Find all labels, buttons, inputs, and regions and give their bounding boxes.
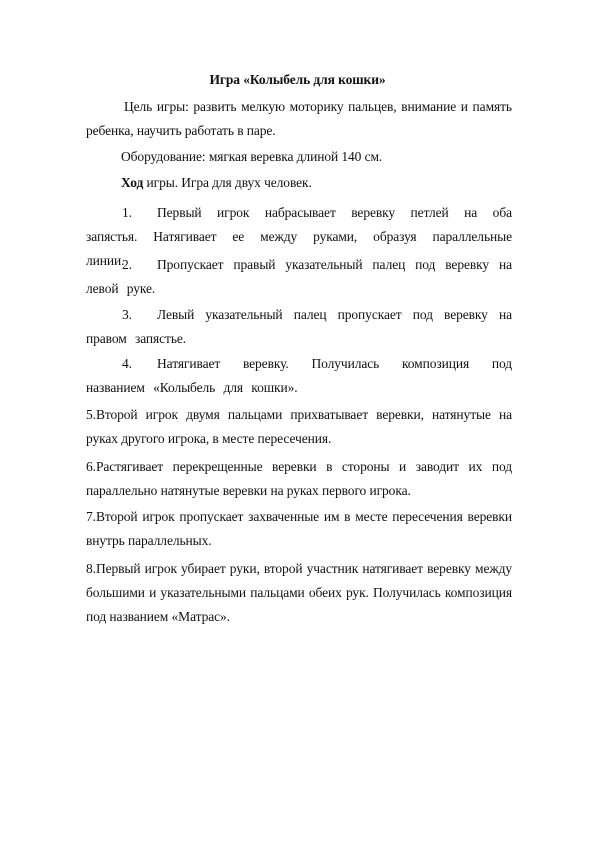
step-text: Второй игрок двумя пальцами прихватывает веревки, натянутые на руках другого игрока, в месте пересечения. bbox=[86, 407, 512, 446]
step-paragraph-8 bbox=[86, 557, 512, 629]
move-text: игры. Игра для двух человек. bbox=[143, 175, 312, 190]
step-text: Первый игрок набрасывает веревку петлей на оба запястья. Натягивает ее между руками, образуя параллельные линии. bbox=[86, 205, 512, 268]
step-paragraph-2 bbox=[86, 253, 512, 301]
step-number: 3. bbox=[122, 307, 132, 322]
goal-text: : развить мелкую моторику пальцев, внимание и память ребенка, научить работать в паре. bbox=[86, 99, 512, 138]
step-number: 8. bbox=[86, 561, 96, 576]
step-number: 1. bbox=[122, 205, 132, 220]
equipment-paragraph: Оборудование: мягкая веревка длиной 140 см. bbox=[121, 149, 383, 164]
step-paragraph-4 bbox=[86, 352, 512, 400]
step-text: Натягивает веревку. Получилась композиция под названием «Колыбель для кошки». bbox=[86, 356, 512, 395]
step-paragraph-3 bbox=[86, 303, 512, 351]
page-title: Игра «Колыбель для кошки» bbox=[209, 72, 386, 87]
step-text: Пропускает правый указательный палец под веревку на левой руке. bbox=[86, 257, 512, 296]
step-text: Второй игрок пропускает захваченные им в месте пересечения веревки внутрь параллельных. bbox=[86, 509, 512, 548]
game-goal-paragraph bbox=[86, 95, 512, 143]
move-label: Ход bbox=[121, 175, 144, 190]
step-number: 4. bbox=[122, 356, 132, 371]
step-paragraph-5 bbox=[86, 403, 512, 451]
step-text: Левый указательный палец пропускает под веревку на правом запястье. bbox=[86, 307, 512, 346]
step-paragraph-7 bbox=[86, 505, 512, 553]
game-move-paragraph bbox=[121, 171, 512, 195]
goal-label: Цель игры bbox=[124, 99, 186, 114]
step-number: 7. bbox=[86, 509, 96, 524]
step-number: 2. bbox=[122, 257, 132, 272]
step-number: 6. bbox=[86, 459, 96, 474]
step-text: Растягивает перекрещенные веревки в стороны и заводит их под параллельно натянутые веревки на руках первого игрока. bbox=[86, 459, 512, 498]
step-paragraph-6 bbox=[86, 455, 512, 503]
step-text: Первый игрок убирает руки, второй участник натягивает веревку между большими и указательными пальцами обеих рук. Получилась композиция под названием «Матрас». bbox=[86, 561, 512, 624]
step-number: 5. bbox=[86, 407, 96, 422]
